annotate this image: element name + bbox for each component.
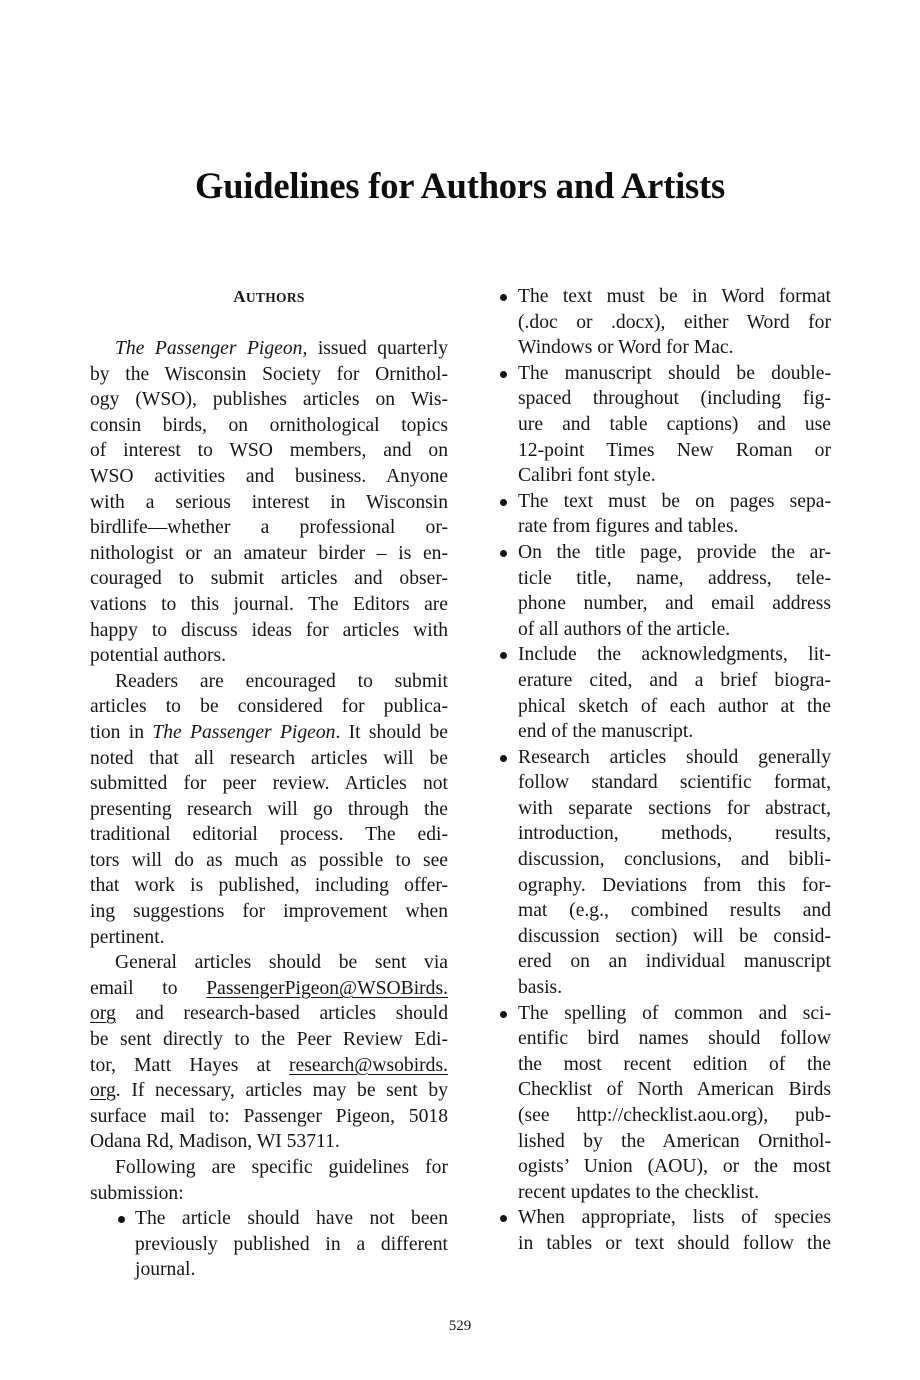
readers-paragraph bbox=[90, 669, 448, 951]
text-line: rate from figures and tables. bbox=[518, 516, 739, 538]
text-line: When appropriate, lists of species bbox=[518, 1207, 831, 1229]
text-line: previously published in a different bbox=[135, 1233, 448, 1255]
text-line: vations to this journal. The Editors are bbox=[90, 593, 448, 615]
text-line: consin birds, on ornithological topics bbox=[90, 414, 448, 436]
text-line: traditional editorial process. The edi- bbox=[90, 824, 448, 846]
text-line: ing suggestions for improvement when bbox=[90, 901, 448, 923]
bullet-icon bbox=[500, 499, 507, 506]
text-line: by the Wisconsin Society for Ornithol- bbox=[90, 363, 448, 385]
guideline-bullet-not-previously-published bbox=[90, 1206, 448, 1283]
guideline-bullet-species-lists bbox=[498, 1205, 831, 1256]
text-line: org. If necessary, articles may be sent by bbox=[90, 1080, 448, 1102]
text-line: Readers are encouraged to submit bbox=[115, 670, 448, 692]
text-line: potential authors. bbox=[90, 645, 227, 667]
text-line: ticle title, name, address, tele- bbox=[518, 567, 831, 589]
text-line: with a serious interest in Wisconsin bbox=[90, 491, 448, 513]
bullet-icon bbox=[118, 1216, 125, 1223]
text-line: tion in The Passenger Pigeon. It should be bbox=[90, 721, 448, 743]
text-line: end of the manuscript. bbox=[518, 721, 694, 743]
journal-title-italic: The Passenger Pigeon bbox=[152, 721, 336, 743]
journal-title-italic: The Passenger Pigeon bbox=[115, 338, 303, 359]
text-line: couraged to submit articles and obser- bbox=[90, 568, 448, 590]
bullet-icon bbox=[500, 1215, 507, 1222]
text-line: Odana Rd, Madison, WI 53711. bbox=[90, 1131, 340, 1153]
guideline-bullet-scientific-format bbox=[498, 745, 831, 1001]
page-number: 529 bbox=[448, 1318, 472, 1334]
intro-paragraph bbox=[90, 336, 448, 669]
text-line: surface mail to: Passenger Pigeon, 5018 bbox=[90, 1105, 448, 1127]
text-line: pertinent. bbox=[90, 926, 165, 948]
text-line: tors will do as much as possible to see bbox=[90, 849, 448, 871]
text-line: lished by the American Ornithol- bbox=[518, 1130, 831, 1152]
text-line: submitted for peer review. Articles not bbox=[90, 773, 448, 795]
text-line: follow standard scientific format, bbox=[518, 772, 831, 794]
text-line: org and research-based articles should bbox=[90, 1003, 448, 1025]
guideline-bullet-separate-pages bbox=[498, 489, 831, 540]
text-line: submission: bbox=[90, 1182, 184, 1204]
submission-contact-paragraph bbox=[90, 950, 448, 1155]
text-line: The Passenger Pigeon, issued quarterly bbox=[115, 338, 448, 359]
text-line: introduction, methods, results, bbox=[518, 823, 831, 845]
text-line: Calibri font style. bbox=[518, 465, 656, 487]
text-line: phone number, and email address bbox=[518, 593, 831, 615]
text-line: ure and table captions) and use bbox=[518, 413, 831, 435]
text-line: the most recent edition of the bbox=[518, 1053, 831, 1075]
guideline-bullet-bird-names bbox=[498, 1001, 831, 1206]
text-line: (.doc or .docx), either Word for bbox=[518, 311, 831, 333]
text-line: ography. Deviations from this for- bbox=[518, 874, 831, 896]
bullet-icon bbox=[500, 371, 507, 378]
text-line: The spelling of common and sci- bbox=[518, 1002, 831, 1024]
guideline-bullet-double-spaced bbox=[498, 361, 831, 489]
text-line: The article should have not been bbox=[135, 1208, 448, 1230]
text-line: nithologist or an amateur birder – is en- bbox=[90, 542, 448, 564]
bullet-icon bbox=[500, 294, 507, 301]
heading-rest: UTHORS bbox=[245, 290, 305, 305]
section-heading-authors bbox=[90, 284, 448, 310]
page-title: Guidelines for Authors and Artists bbox=[195, 165, 725, 207]
text-line: be sent directly to the Peer Review Edi- bbox=[90, 1029, 448, 1051]
bullet-icon bbox=[500, 1011, 507, 1018]
guideline-bullet-word-format bbox=[498, 284, 831, 361]
text-line: journal. bbox=[135, 1259, 196, 1281]
text-line: erature cited, and a brief biogra- bbox=[518, 669, 831, 691]
research-email-link-continued[interactable]: org bbox=[90, 1080, 116, 1102]
text-line: The text must be on pages sepa- bbox=[518, 490, 831, 512]
text-line: ered on an individual manuscript bbox=[518, 951, 831, 973]
text-line: with separate sections for abstract, bbox=[518, 797, 831, 819]
text-line: presenting research will go through the bbox=[90, 798, 448, 820]
text-line: Windows or Word for Mac. bbox=[518, 337, 734, 359]
text-line: spaced throughout (including fig- bbox=[518, 388, 831, 410]
text-line: ogists’ Union (AOU), or the most bbox=[518, 1156, 831, 1178]
left-column bbox=[90, 284, 448, 1283]
text-line: Following are specific guidelines for bbox=[115, 1157, 448, 1178]
bullet-icon bbox=[500, 755, 507, 762]
text-line: Research articles should generally bbox=[518, 746, 831, 768]
text-line: entific bird names should follow bbox=[518, 1028, 831, 1050]
text-line: Include the acknowledgments, lit- bbox=[518, 644, 831, 666]
text-line: of interest to WSO members, and on bbox=[90, 440, 448, 462]
general-email-link[interactable]: PassengerPigeon@WSOBirds. bbox=[206, 977, 448, 999]
text-line: birdlife—whether a professional or- bbox=[90, 517, 448, 539]
text-line: ogy (WSO), publishes articles on Wis- bbox=[90, 389, 448, 411]
research-email-link[interactable]: research@wsobirds. bbox=[289, 1054, 448, 1076]
text-line: 12-point Times New Roman or bbox=[518, 439, 831, 461]
text-line: email to PassengerPigeon@WSOBirds. bbox=[90, 977, 448, 999]
text-line: Checklist of North American Birds bbox=[518, 1079, 831, 1101]
text-line: phical sketch of each author at the bbox=[518, 695, 831, 717]
text-line: basis. bbox=[518, 977, 563, 999]
guideline-bullet-acknowledgments bbox=[498, 642, 831, 744]
text-line: that work is published, including offer- bbox=[90, 875, 448, 897]
general-email-link-continued[interactable]: org bbox=[90, 1003, 116, 1025]
guidelines-intro-paragraph bbox=[90, 1155, 448, 1206]
text-line: happy to discuss ideas for articles with bbox=[90, 619, 448, 641]
heading-initial: A bbox=[233, 287, 246, 306]
text-line: discussion section) will be consid- bbox=[518, 925, 831, 947]
text-line: The manuscript should be double- bbox=[518, 362, 831, 384]
text-line: in tables or text should follow the bbox=[518, 1232, 831, 1254]
text-line: The text must be in Word format bbox=[518, 286, 831, 307]
text-line: noted that all research articles will be bbox=[90, 747, 448, 769]
text-line: On the title page, provide the ar- bbox=[518, 541, 831, 563]
guideline-bullet-title-page bbox=[498, 540, 831, 642]
text-line: articles to be considered for publica- bbox=[90, 696, 448, 718]
text-line: (see http://checklist.aou.org), pub- bbox=[518, 1105, 831, 1126]
text-line: of all authors of the article. bbox=[518, 618, 731, 640]
text-line: mat (e.g., combined results and bbox=[518, 900, 831, 922]
text-line: WSO activities and business. Anyone bbox=[90, 465, 448, 487]
bullet-icon bbox=[500, 550, 507, 557]
right-column bbox=[498, 284, 831, 1257]
text-line: recent updates to the checklist. bbox=[518, 1181, 760, 1203]
text-line: General articles should be sent via bbox=[115, 952, 448, 974]
text-line: tor, Matt Hayes at research@wsobirds. bbox=[90, 1054, 448, 1076]
bullet-icon bbox=[500, 652, 507, 659]
text-line: discussion, conclusions, and bibli- bbox=[518, 849, 831, 871]
